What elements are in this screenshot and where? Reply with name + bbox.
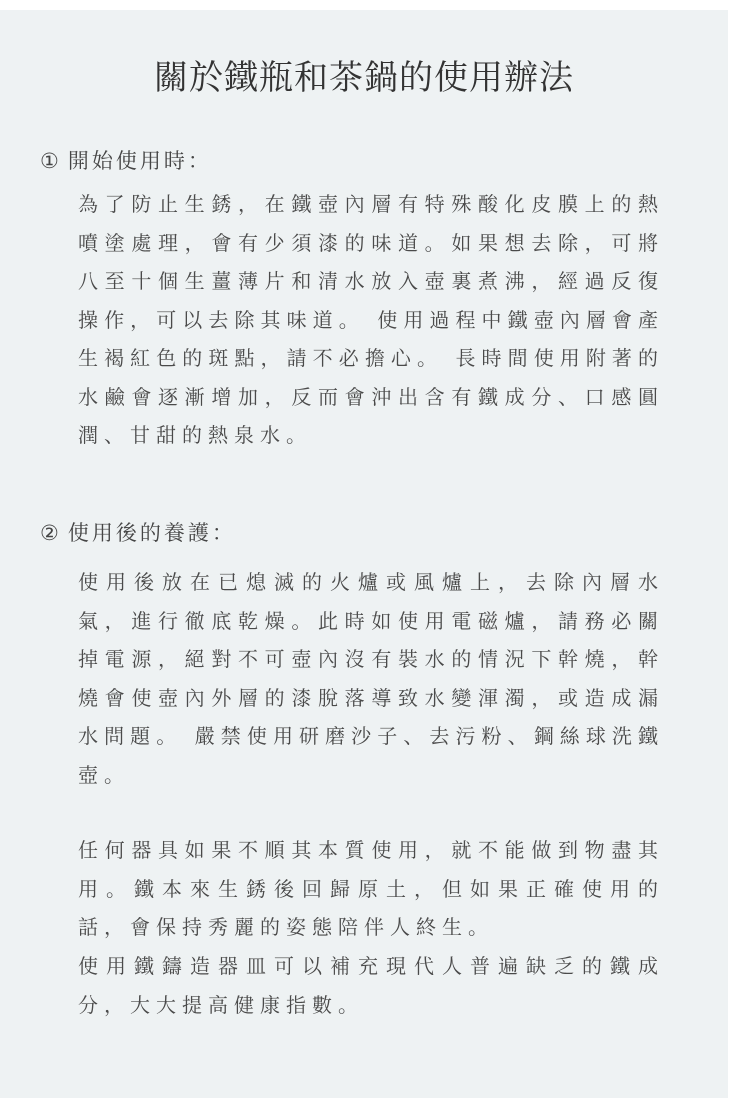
section-number: ② (40, 521, 62, 545)
section-number: ① (40, 149, 62, 173)
section-heading (40, 518, 236, 548)
section-paragraph: 使用後放在已熄滅的火爐或風爐上，去除內層水氣，進行徹底乾燥。此時如使用電磁爐，請務必關掉電源，絕對不可壺內沒有裝水的情況下幹燒，幹燒會使壺內外層的漆脫落導致水變渾濁，或造成漏水問題。 嚴禁使用研磨沙子、去污粉、鋼絲球洗鐵壺。 (78, 570, 664, 787)
document-panel (0, 10, 728, 1098)
page-title: 關於鐵瓶和茶鍋的使用辦法 (154, 58, 574, 98)
section-heading-text: 開始使用時： (67, 149, 212, 173)
section-heading (40, 146, 212, 176)
section-paragraph: 為了防止生銹，在鐵壺內層有特殊酸化皮膜上的熱噴塗處理，會有少須漆的味道。如果想去除，可將八至十個生薑薄片和清水放入壺裏煮沸，經過反復操作，可以去除其味道。 使用過程中鐵壺內層會產生褐紅色的斑點，請不必擔心。 長時間使用附著的水鹼會逐漸增加，反而會沖出含有鐵成分、口感圓潤、甘甜的熱泉水。 (78, 192, 664, 447)
section-heading-text: 使用後的養護： (67, 521, 236, 545)
section-paragraph: 使用鐵鑄造器皿可以補充現代人普遍缺乏的鐵成分，大大提高健康指數。 (78, 954, 664, 1017)
section-paragraph: 任何器具如果不順其本質使用，就不能做到物盡其用。鐵本來生銹後回歸原土，但如果正確使用的話，會保持秀麗的姿態陪伴人終生。 (78, 838, 664, 939)
